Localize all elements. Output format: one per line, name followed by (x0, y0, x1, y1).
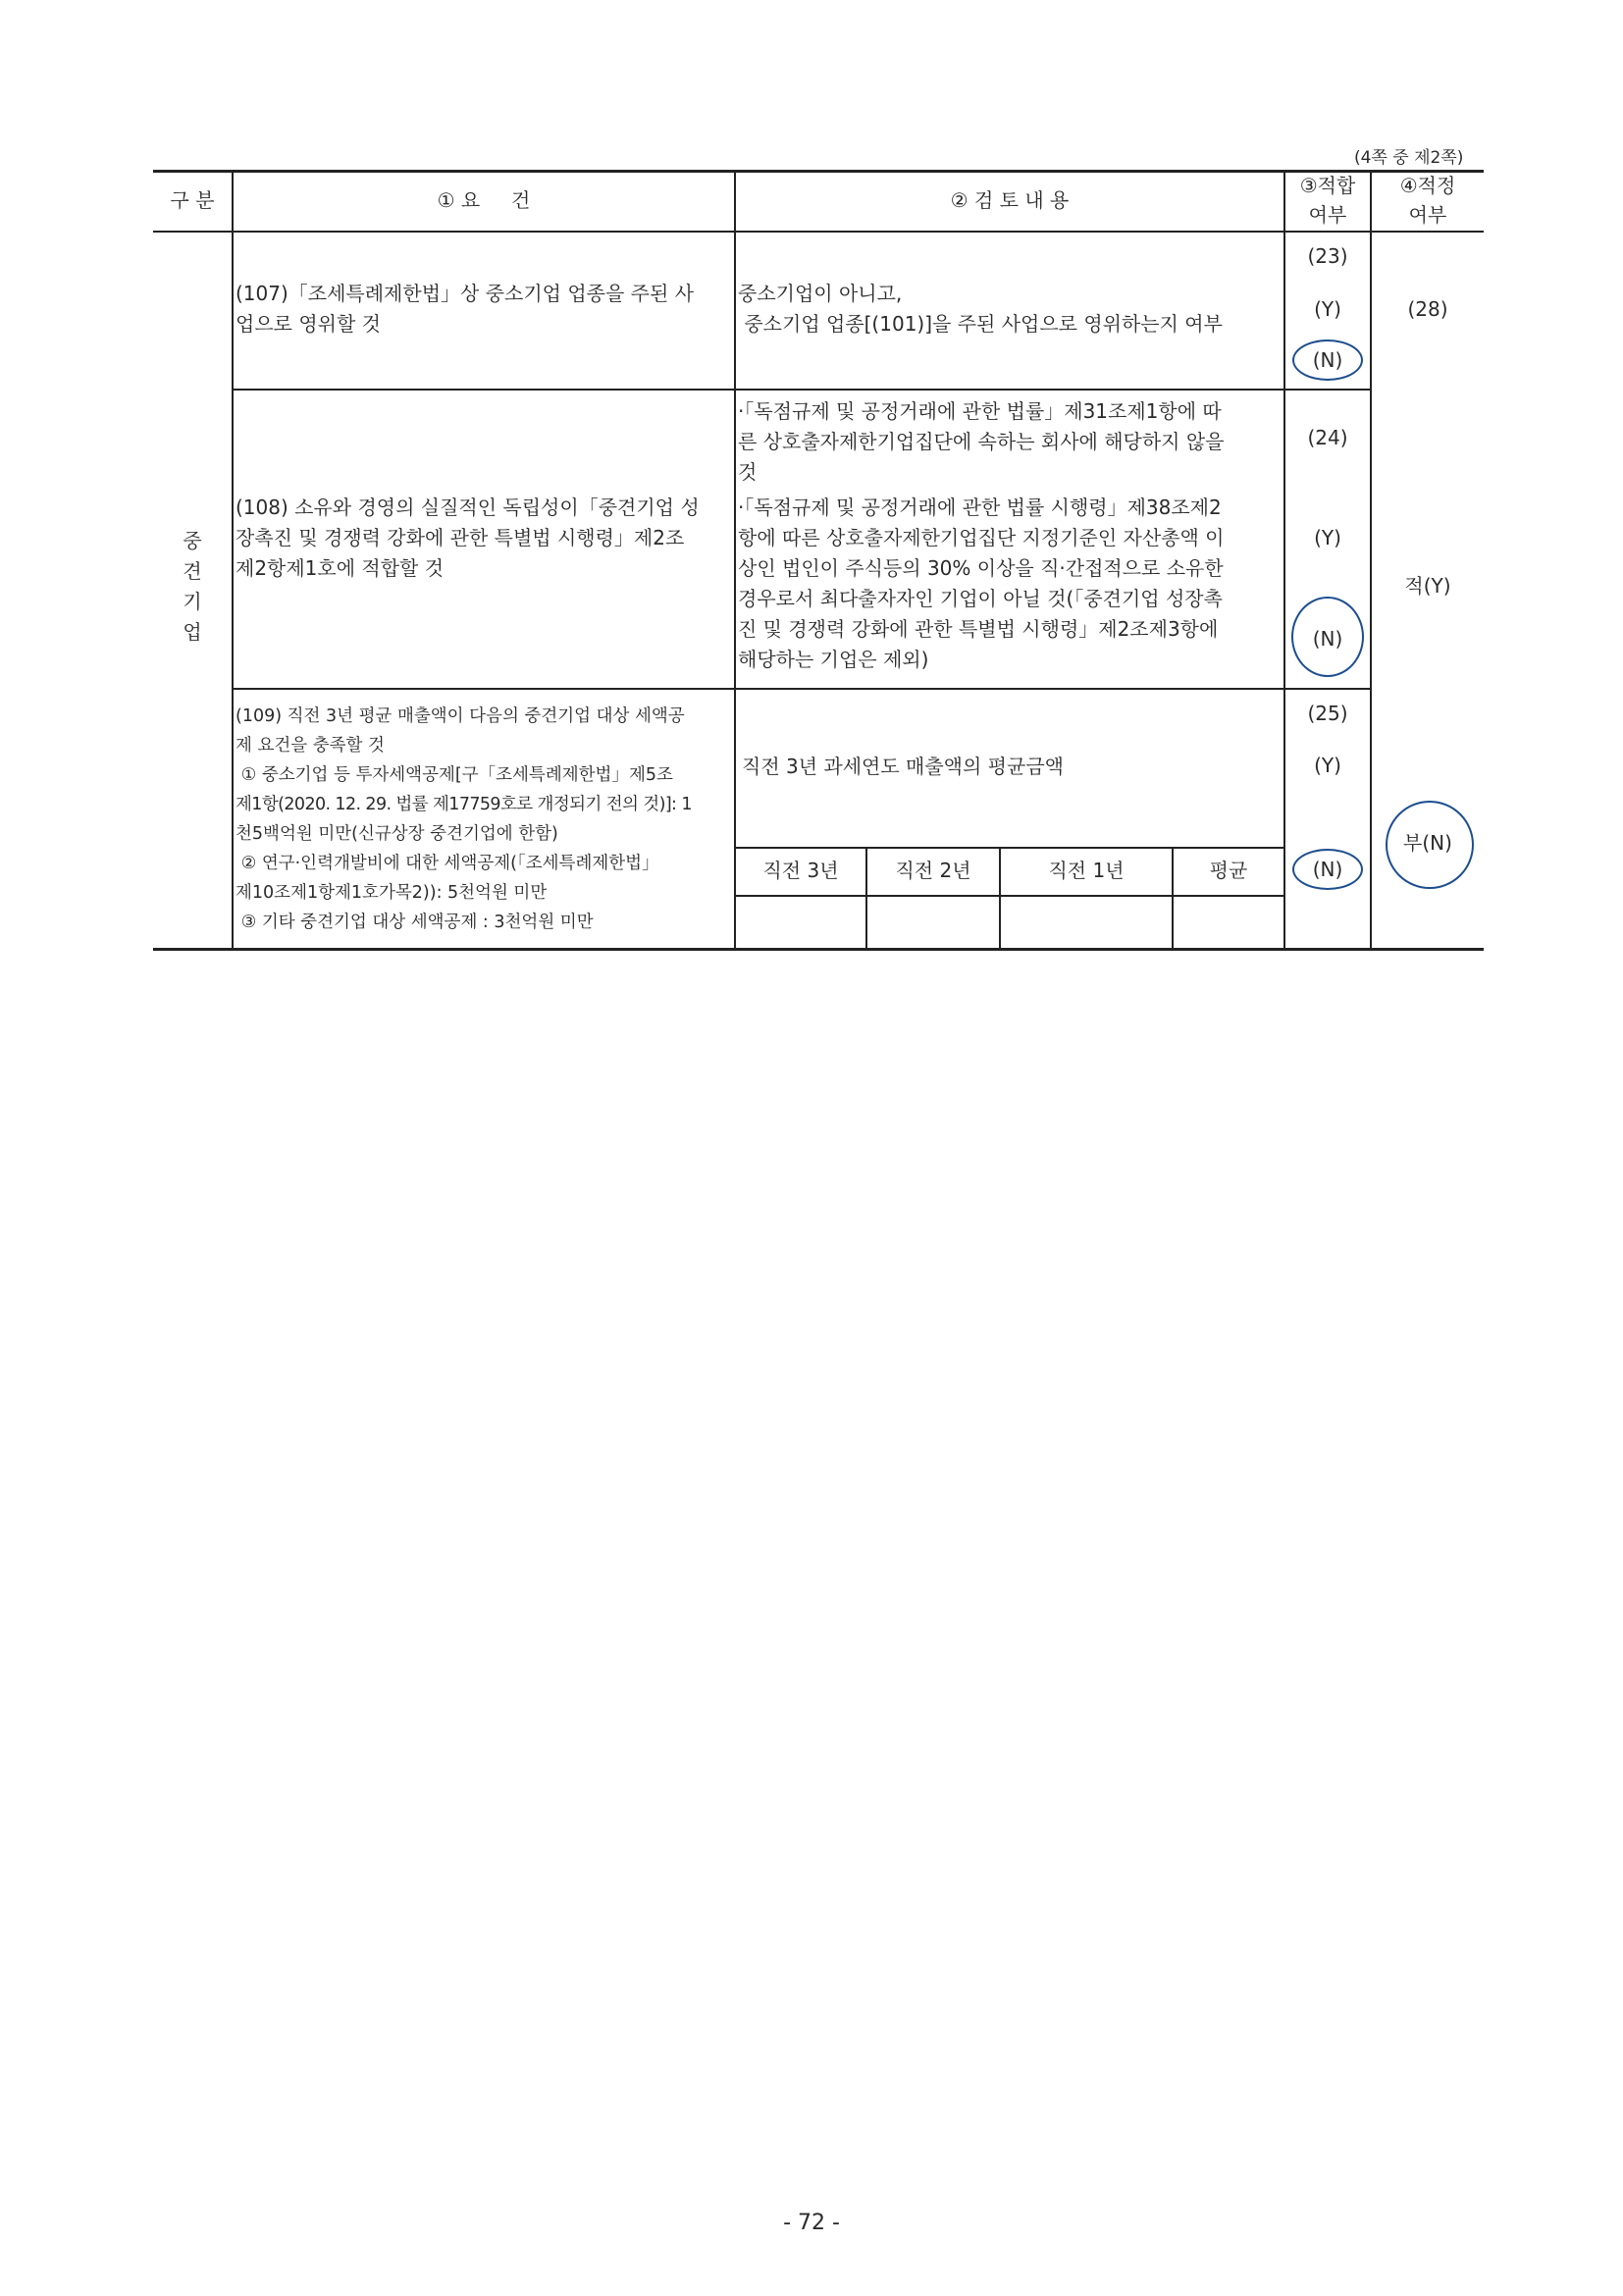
row-109-fit-no-circle (1292, 849, 1363, 890)
row-109-proper-circle (1386, 801, 1474, 889)
category-char-3: 기 (183, 590, 202, 613)
row-107-review-line: 중소기업 업종[(101)]을 주된 사업으로 영위하는지 여부 (738, 312, 1223, 336)
row-109-proper-value: 부(N) (1403, 831, 1452, 855)
row-107-divider (232, 389, 1370, 391)
subtable-cell-2y[interactable] (867, 897, 999, 948)
row-109-requirement-line: ① 중소기업 등 투자세액공제[구「조세특례제한법」제5조 (236, 765, 673, 785)
col-divider-1 (232, 170, 234, 950)
subtable-header-2y: 직전 2년 (895, 859, 971, 882)
row-109-requirement-line: 천5백억원 미만(신규상장 중견기업에 한함) (236, 824, 558, 844)
header-category: 구 분 (170, 188, 215, 212)
row-107-fit-number: (23) (1307, 244, 1348, 268)
category-char-4: 업 (183, 620, 202, 644)
row-108-review-line: ·「독점규제 및 공정거래에 관한 법률」제31조제1항에 따 (738, 399, 1222, 423)
subtable-header-3y: 직전 3년 (762, 859, 839, 882)
col-divider-2 (734, 170, 736, 950)
row-109-review-text: 직전 3년 과세연도 매출액의 평균금액 (742, 755, 1064, 778)
row-108-fit-no: (N) (1312, 627, 1343, 651)
page-info: (4쪽 중 제2쪽) (1354, 148, 1464, 168)
row-109-requirement-line: ③ 기타 중견기업 대상 세액공제 : 3천억원 미만 (236, 913, 594, 932)
row-108-proper-value: 적(Y) (1404, 574, 1451, 598)
row-108-review-line: 경우로서 최다출자자인 기업이 아닐 것(「중견기업 성장촉 (738, 587, 1223, 610)
header-fit-line2: 여부 (1308, 203, 1347, 227)
row-108-divider (232, 688, 1370, 690)
row-109-requirement-line: 제1항(2020. 12. 29. 법률 제17759호로 개정되기 전의 것)]: 1 (236, 795, 692, 814)
row-108-requirement-line: 장촉진 및 경쟁력 강화에 관한 특별법 시행령」제2조 (236, 526, 685, 549)
header-proper-line2: 여부 (1408, 203, 1447, 227)
subtable-cell-average[interactable] (1174, 897, 1283, 948)
row-109-requirement-line: ② 연구·인력개발비에 대한 세액공제(「조세특례제한법」 (236, 854, 659, 873)
category-char-1: 중 (183, 529, 202, 552)
subtable-cell-1y[interactable] (1001, 897, 1172, 948)
row-108-review-line: 상인 법인이 주식등의 30% 이상을 직·간접적으로 소유한 (738, 556, 1224, 580)
header-fit-line1: ③적합 (1299, 174, 1356, 197)
row-108-review-line: 른 상호출자제한기업집단에 속하는 회사에 해당하지 않을 (738, 430, 1225, 453)
row-109-fit-no: (N) (1312, 858, 1343, 881)
row-107-fit-yes: (Y) (1314, 297, 1341, 321)
row-108-review-line: 항에 따른 상호출자제한기업집단 지정기준인 자산총액 이 (738, 526, 1225, 549)
row-108-review-line: 진 및 경쟁력 강화에 관한 특별법 시행령」제2조제3항에 (738, 617, 1219, 641)
row-108-requirement-line: 제2항제1호에 적합할 것 (236, 556, 445, 580)
row-107-requirement-line: (107)「조세특례제한법」상 중소기업 업종을 주된 사 (236, 282, 694, 305)
row-107-fit-no-circle (1292, 339, 1363, 381)
row-109-requirement-line: 제10조제1항제1호가목2)): 5천억원 미만 (236, 883, 548, 903)
category-char-2: 견 (183, 559, 202, 583)
row-108-fit-no-circle (1291, 597, 1364, 677)
row-108-fit-yes: (Y) (1314, 526, 1341, 549)
row-108-review-line: ·「독점규제 및 공정거래에 관한 법률 시행령」제38조제2 (738, 496, 1222, 519)
header-proper-line1: ④적정 (1399, 174, 1456, 197)
row-109-requirement-line: (109) 직전 3년 평균 매출액이 다음의 중견기업 대상 세액공 (236, 706, 685, 726)
row-109-fit-number: (25) (1307, 702, 1348, 725)
header-requirement: ① 요 건 (437, 188, 531, 212)
subtable-cell-3y[interactable] (736, 897, 865, 948)
row-107-fit-no: (N) (1312, 348, 1343, 372)
row-108-fit-number: (24) (1307, 426, 1348, 449)
page-number: - 72 - (783, 2211, 840, 2235)
subtable-top (734, 847, 1283, 849)
row-109-requirement-line: 제 요건을 충족할 것 (236, 736, 385, 756)
row-107-proper-number: (28) (1407, 297, 1448, 321)
row-108-requirement-line: (108) 소유와 경영의 실질적인 독립성이「중견기업 성 (236, 496, 700, 519)
subtable-header-average: 평균 (1209, 859, 1248, 882)
row-107-review-line: 중소기업이 아니고, (738, 282, 903, 305)
header-review: ② 검 토 내 용 (950, 188, 1070, 212)
row-109-fit-yes: (Y) (1314, 754, 1341, 777)
col-divider-3 (1283, 170, 1285, 950)
row-108-review-line: 것 (738, 460, 758, 484)
subtable-header-1y: 직전 1년 (1048, 859, 1125, 882)
row-107-requirement-line: 업으로 영위할 것 (236, 312, 381, 336)
row-108-review-line: 해당하는 기업은 제외) (738, 648, 929, 671)
